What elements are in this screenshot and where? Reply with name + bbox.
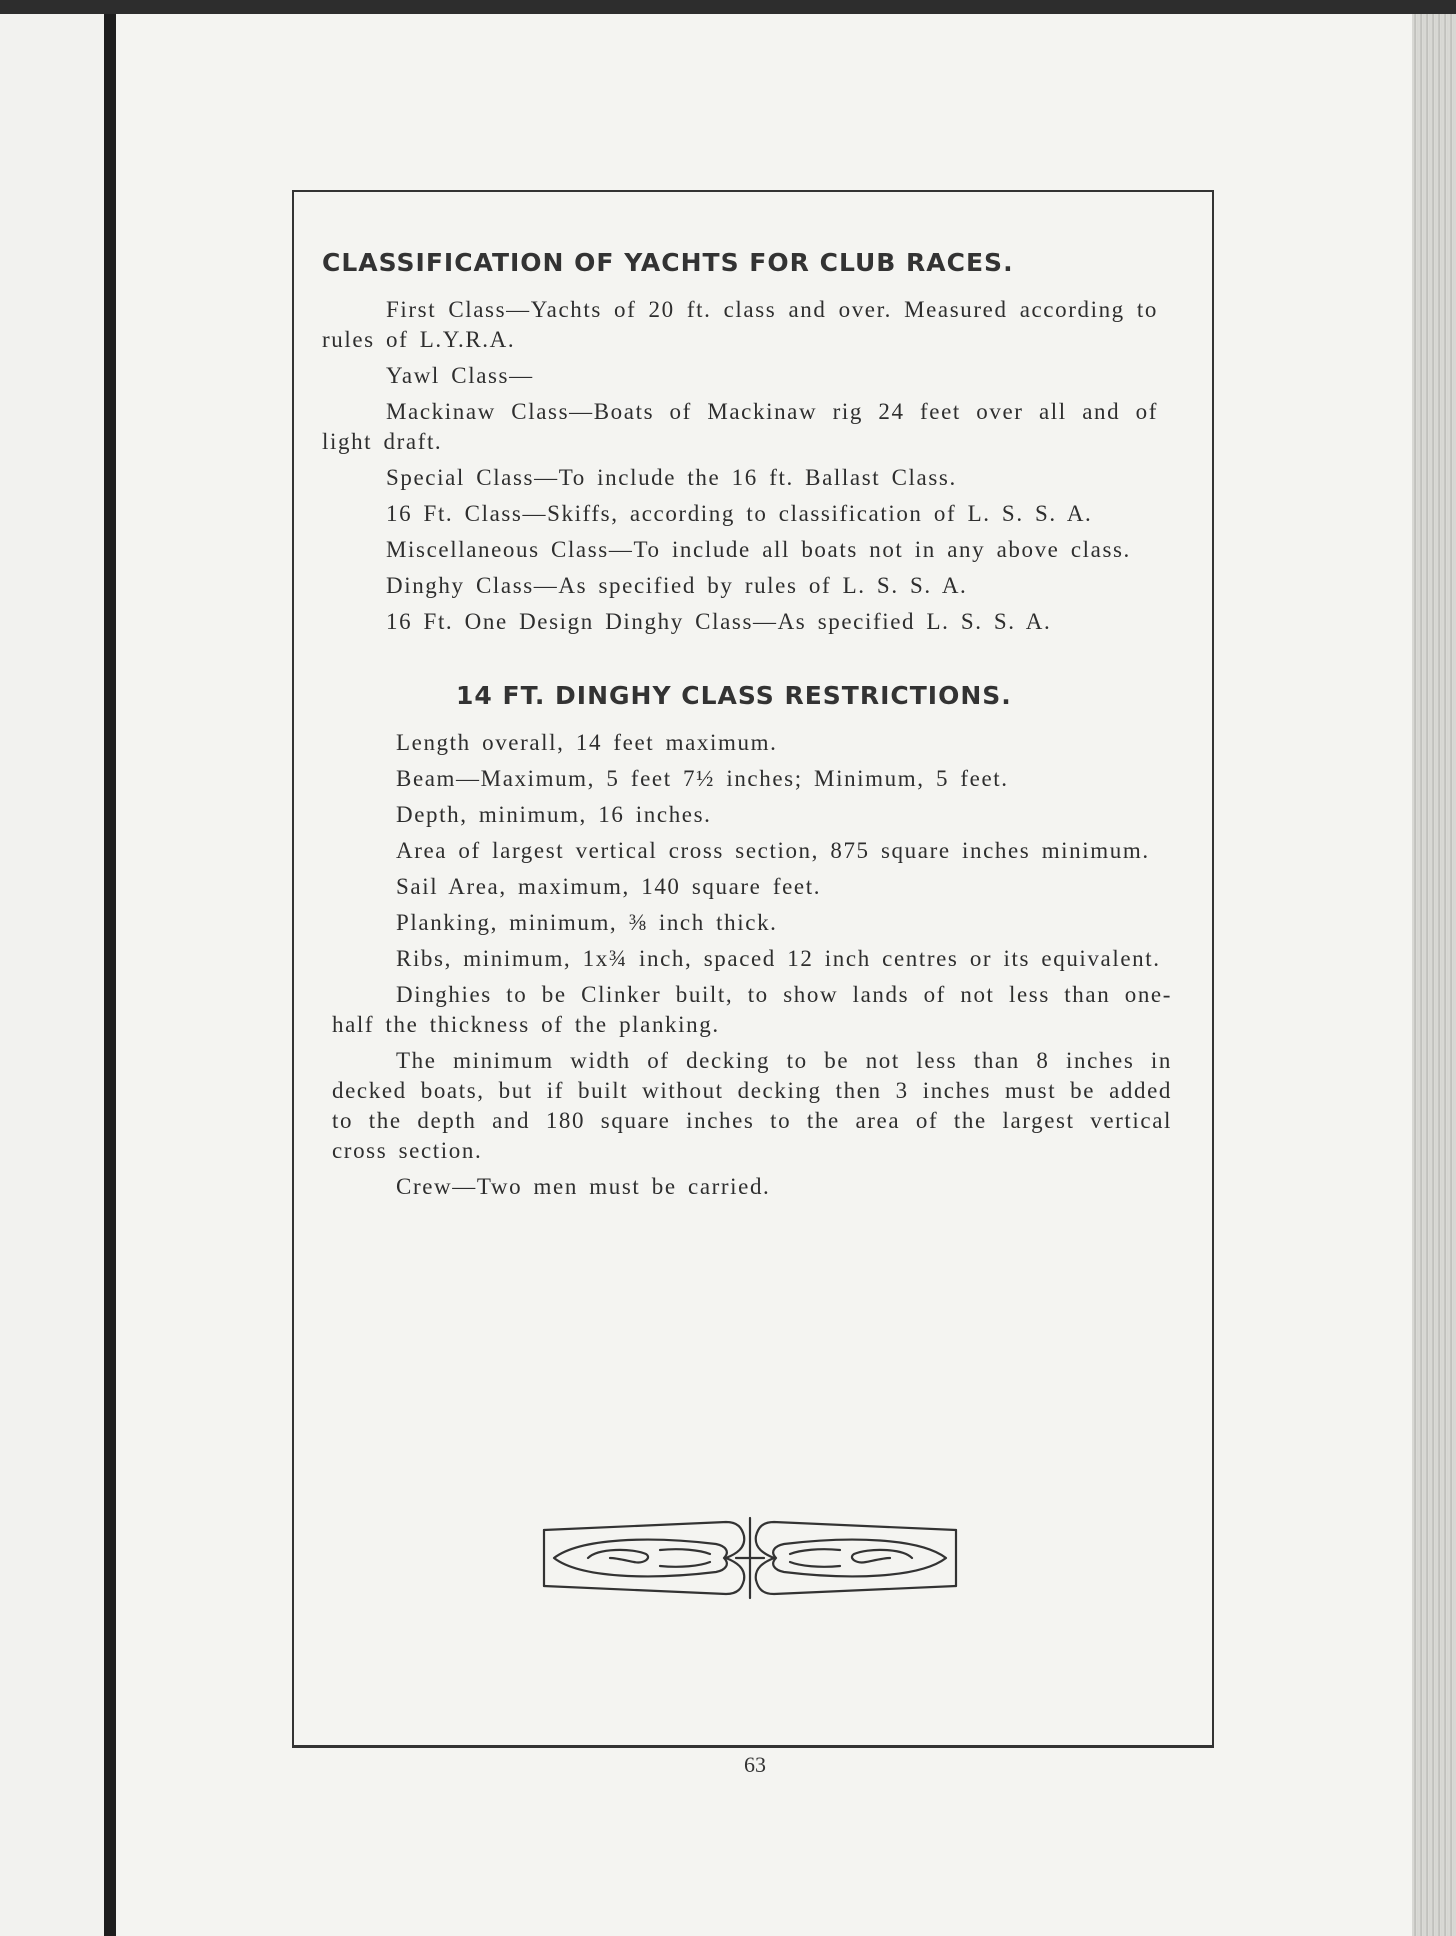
restriction-paragraph: Area of largest vertical cross section, 875 square inches minimum. [396,838,1150,863]
classification-paragraph: Dinghy Class—As specified by rules of L. S. S. A. [386,573,968,598]
page-content [322,248,1172,1202]
restriction-paragraph: Depth, minimum, 16 inches. [396,802,712,827]
classification-paragraph: Special Class—To include the 16 ft. Ballast Class. [386,465,957,490]
restriction-paragraph: Planking, minimum, ⅜ inch thick. [396,910,778,935]
facing-page-edge [0,14,104,1936]
classification-paragraph: 16 Ft. One Design Dinghy Class—As specified L. S. S. A. [386,609,1052,634]
page-stack-edges [1412,14,1456,1936]
page-number: 63 [744,1752,766,1777]
scroll-ornament-icon [540,1514,960,1602]
classification-paragraph: Miscellaneous Class—To include all boats not in any above class. [386,537,1131,562]
classification-heading: CLASSIFICATION OF YACHTS FOR CLUB RACES. [322,248,1014,277]
classification-paragraph: Yawl Class— [386,363,534,388]
classification-paragraph: Mackinaw Class—Boats of Mackinaw rig 24 feet over all and of light draft. [322,399,1158,454]
restriction-paragraph: The minimum width of decking to be not less than 8 inches in decked boats, but if built without decking then 3 inches must be added to the depth and 180 square inches to the area of the largest vertical cross section. [332,1048,1172,1163]
classification-paragraph: First Class—Yachts of 20 ft. class and over. Measured according to rules of L.Y.R.A. [322,297,1158,352]
dinghy-restrictions-heading: 14 FT. DINGHY CLASS RESTRICTIONS. [456,681,1012,710]
restriction-paragraph: Dinghies to be Clinker built, to show lands of not less than one-half the thickness of the planking. [332,982,1172,1037]
restriction-paragraph: Beam—Maximum, 5 feet 7½ inches; Minimum, 5 feet. [396,766,1009,791]
restriction-paragraph: Length overall, 14 feet maximum. [396,730,778,755]
restriction-paragraph: Sail Area, maximum, 140 square feet. [396,874,822,899]
dinghy-restrictions-section [322,681,1172,1202]
classification-paragraph: 16 Ft. Class—Skiffs, according to classification of L. S. S. A. [386,501,1093,526]
restriction-paragraph: Crew—Two men must be carried. [396,1174,771,1199]
book-gutter [104,14,116,1936]
scan-top-edge [0,0,1456,14]
restriction-paragraph: Ribs, minimum, 1x¾ inch, spaced 12 inch centres or its equivalent. [396,946,1161,971]
